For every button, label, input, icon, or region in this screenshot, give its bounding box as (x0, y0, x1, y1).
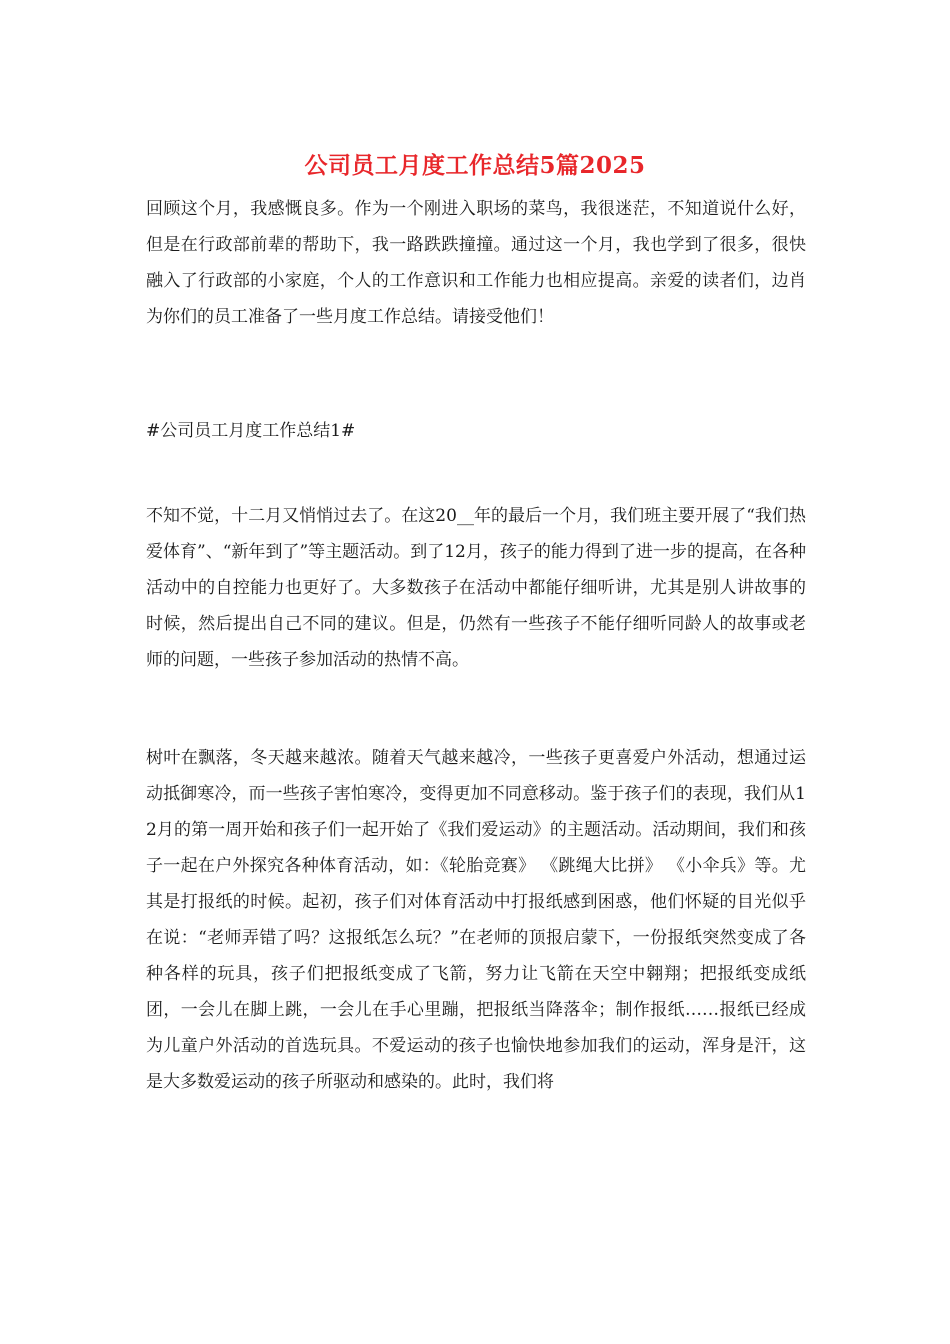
body-paragraph: 不知不觉，十二月又悄悄过去了。在这20__年的最后一个月，我们班主要开展了“我们热爱体育”、“新年到了”等主题活动。到了12月，孩子的能力得到了进一步的提高，在各种活动中的自控能力也更好了。大多数孩子在活动中都能仔细听讲，尤其是别人讲故事的时候，然后提出自己不同的建议。但是，仍然有一些孩子不能仔细听同龄人的故事或老师的问题，一些孩子参加活动的热情不高。 (146, 506, 806, 670)
intro-paragraph: 回顾这个月，我感慨良多。作为一个刚进入职场的菜鸟，我很迷茫，不知道说什么好，但是在行政部前辈的帮助下，我一路跌跌撞撞。通过这一个月，我也学到了很多，很快融入了行政部的小家庭，个人的工作意识和工作能力也相应提高。亲爱的读者们，边肖为你们的员工准备了一些月度工作总结。请接受他们！ (146, 199, 806, 327)
section-heading: #公司员工月度工作总结1# (146, 421, 356, 441)
body-paragraph: 树叶在飘落，冬天越来越浓。随着天气越来越冷，一些孩子更喜爱户外活动，想通过运动抵御寒冷，而一些孩子害怕寒冷，变得更加不同意移动。鉴于孩子们的表现，我们从12月的第一周开始和孩子们一起开始了《我们爱运动》的主题活动。活动期间，我们和孩子一起在户外探究各种体育活动，如：《轮胎竞赛》 《跳绳大比拼》 《小伞兵》等。尤其是打报纸的时候。起初，孩子们对体育活动中打报纸感到困惑，他们怀疑的目光似乎在说：“老师弄错了吗？这报纸怎么玩？”在老师的顶报启蒙下，一份报纸突然变成了各种各样的玩具，孩子们把报纸变成了飞箭，努力让飞箭在天空中翱翔；把报纸变成纸团，一会儿在脚上跳，一会儿在手心里蹦，把报纸当降落伞；制作报纸……报纸已经成为儿童户外活动的首选玩具。不爱运动的孩子也愉快地参加我们的运动，浑身是汗，这是大多数爱运动的孩子所驱动和感染的。此时，我们将 (146, 748, 806, 1092)
document-title: 公司员工月度工作总结5篇2025 (304, 152, 646, 179)
